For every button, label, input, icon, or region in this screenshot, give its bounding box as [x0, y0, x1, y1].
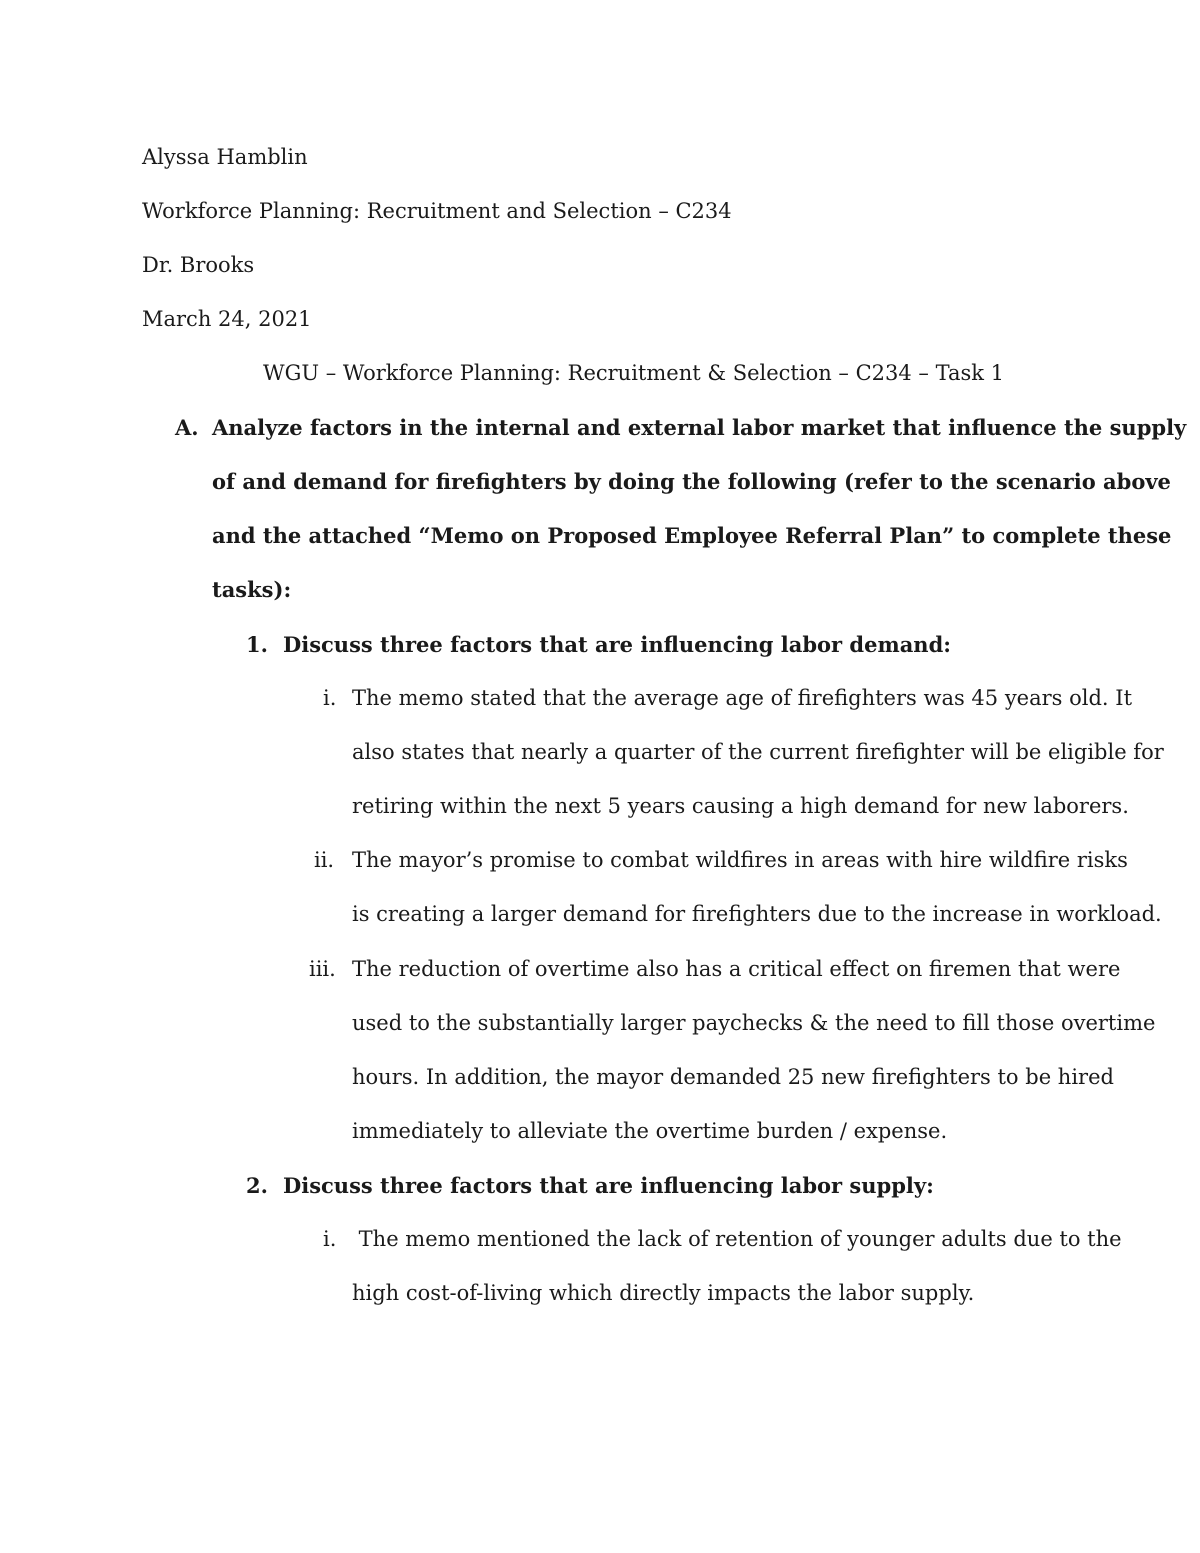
- instructor-name: Dr. Brooks: [142, 253, 255, 277]
- item-1-point-line: The memo stated that the average age of firefighters was 45 years old. It: [352, 686, 1133, 710]
- author-name: Alyssa Hamblin: [142, 145, 308, 169]
- item-1-point-line: immediately to alleviate the overtime burden / expense.: [352, 1119, 948, 1143]
- item-1-point-line: hours. In addition, the mayor demanded 25 new firefighters to be hired: [352, 1065, 1114, 1089]
- item-2-heading: Discuss three factors that are influencing labor supply:: [283, 1173, 934, 1198]
- item-1-point-ii-marker: ii.: [314, 848, 335, 872]
- item-1-point-line: The mayor’s promise to combat wildfires in areas with hire wildfire risks: [352, 848, 1128, 872]
- document-title: WGU – Workforce Planning: Recruitment & Selection – C234 – Task 1: [263, 361, 1005, 385]
- item-2-point-line: The memo mentioned the lack of retention of younger adults due to the: [352, 1227, 1122, 1251]
- item-1-marker: 1.: [246, 632, 268, 657]
- section-a-line: Analyze factors in the internal and external labor market that influence the supply: [212, 415, 1187, 440]
- item-1-point-line: retiring within the next 5 years causing a high demand for new laborers.: [352, 794, 1129, 818]
- section-a-marker: A.: [175, 415, 199, 440]
- item-1-point-i-marker: i.: [323, 686, 337, 710]
- item-1-heading: Discuss three factors that are influencing labor demand:: [283, 632, 952, 657]
- item-1-point-line: is creating a larger demand for firefighters due to the increase in workload.: [352, 902, 1162, 926]
- item-2-marker: 2.: [246, 1173, 268, 1198]
- item-1-point-iii-marker: iii.: [309, 957, 336, 981]
- item-2-point-i-marker: i.: [323, 1227, 337, 1251]
- section-a-line: tasks):: [212, 577, 292, 602]
- item-1-point-line: used to the substantially larger paychecks & the need to fill those overtime: [352, 1011, 1156, 1035]
- item-2-point-line: high cost-of-living which directly impacts the labor supply.: [352, 1281, 975, 1305]
- document-date: March 24, 2021: [142, 307, 312, 331]
- course-name: Workforce Planning: Recruitment and Selection – C234: [142, 199, 732, 223]
- section-a-line: of and demand for firefighters by doing the following (refer to the scenario above: [212, 469, 1171, 494]
- item-1-point-line: The reduction of overtime also has a critical effect on firemen that were: [352, 957, 1121, 981]
- item-1-point-line: also states that nearly a quarter of the current firefighter will be eligible for: [352, 740, 1164, 764]
- section-a-line: and the attached “Memo on Proposed Employee Referral Plan” to complete these: [212, 523, 1172, 548]
